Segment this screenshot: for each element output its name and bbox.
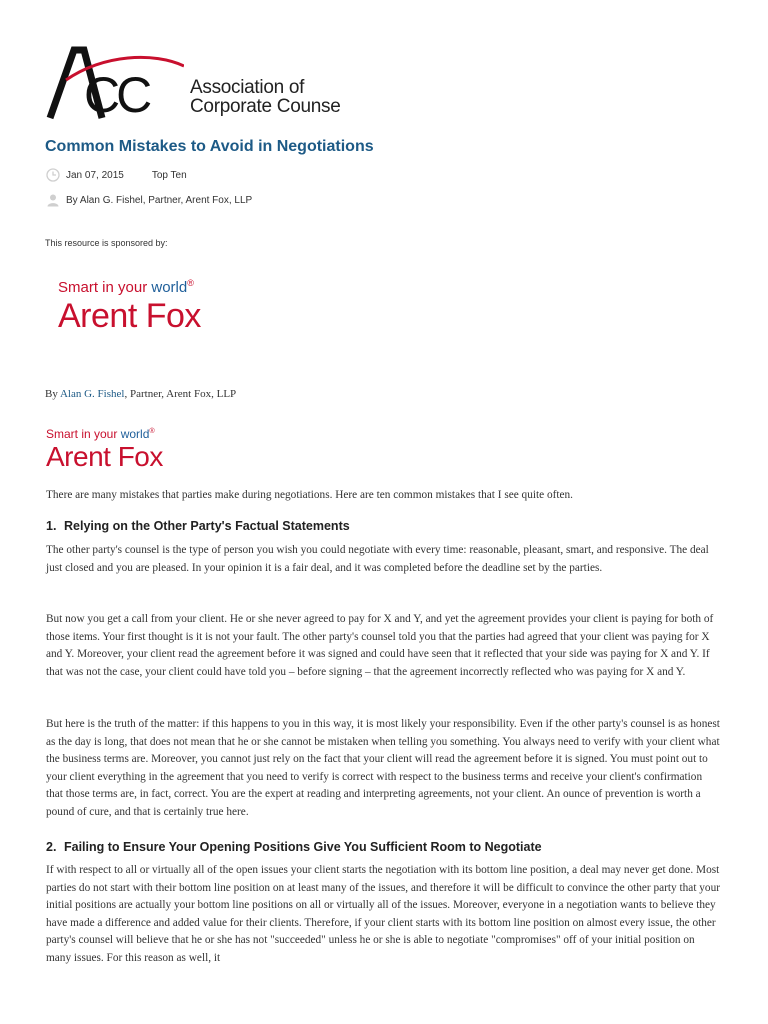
date-row (46, 168, 187, 182)
section-paragraph: The other party's counsel is the type of person you wish you could negotiate with every time: reasonable, pleasant, smart, and responsive. The deal just closed and you are pleased. In your opinion it is a fair deal, and it was completed before the deadline set by the parties. (46, 544, 709, 574)
org-name-line1: Association of (190, 77, 305, 98)
sponsor-logo-small (46, 424, 163, 472)
article-date: Jan 07, 2015 (66, 169, 124, 181)
user-icon (46, 193, 60, 207)
section-heading: 2. Failing to Ensure Your Opening Positions Give You Sufficient Room to Negotiate (46, 840, 542, 854)
svg-text:CC: CC (84, 67, 149, 120)
sponsor-tagline: Smart in your world® (58, 278, 194, 296)
section-paragraph: But now you get a call from your client. He or she never agreed to pay for X and Y, and yet the agreement provides your client is paying for both of those items. Your first thought is it is not your fault. The other party's counsel told you that the parties had agreed that your client was paying for X and Y. Moreover, your client read the agreement before it was signed and could have seen that it reflected that your side was paying for X and Y. If that was not the case, your client could have told you – before signing – that the agreement incorrectly reflected who was paying for X and Y. (46, 613, 714, 678)
sponsor-text: This resource is sponsored by: (45, 238, 168, 248)
org-name-line2: Corporate Counse (190, 96, 341, 117)
sponsor-brand: Arent Fox (46, 441, 163, 472)
acc-logo[interactable] (44, 44, 364, 120)
author-row (46, 193, 252, 207)
org-name (190, 78, 340, 116)
sponsor-tagline: Smart in your world® (46, 426, 155, 441)
intro-paragraph: There are many mistakes that parties make during negotiations. Here are ten common mistakes that I see quite often. (46, 489, 574, 501)
sponsor-logo-large[interactable] (58, 275, 201, 335)
article-author-meta: By Alan G. Fishel, Partner, Arent Fox, LLP (66, 194, 253, 206)
article-title: Common Mistakes to Avoid in Negotiations (45, 138, 374, 155)
author-link[interactable]: Alan G. Fishel (59, 388, 125, 400)
clock-icon (46, 168, 60, 182)
sponsor-brand: Arent Fox (58, 297, 201, 335)
article-category[interactable]: Top Ten (151, 169, 187, 181)
section-paragraph: But here is the truth of the matter: if this happens to you in this way, it is most likely your responsibility. Even if the other party's counsel is as honest as the day is long, that does not mean that he or she cannot be mistaken when telling you something. You always need to verify with your client what the business terms are. Moreover, you cannot just rely on the fact that your client will read the agreement before it is signed. You must point out to your client everything in the agreement that you need to verify is correct with respect to the business terms and receive your client's confirmation that those terms are, in fact, correct. You are the expert at reading and interpreting agreements, not your client. An ounce of prevention is worth a pound of cure, and that is certainly true here. (46, 718, 720, 818)
article-byline: By Alan G. Fishel, Partner, Arent Fox, LLP (45, 388, 237, 400)
section-paragraph: If with respect to all or virtually all of the open issues your client starts the negotiation with its bottom line position, a deal may never get done. Most parties do not start with their bottom line position on at least many of the issues, and therefore it will be difficult to convince the other party that your initial positions are actually your bottom line positions on all or virtually all of the issues. Moreover, everyone in a negotiation wants to believe they have made a difference and added value for their clients. Therefore, if your client starts with its bottom line position on almost every issue, the other party's counsel will believe that he or she has not "succeeded" unless he or she is able to negotiate "compromises" off of your initial position on many issues. For this reason as well, it (46, 864, 720, 964)
section-heading: 1. Relying on the Other Party's Factual Statements (46, 519, 350, 533)
acc-logo-mark (44, 44, 184, 120)
